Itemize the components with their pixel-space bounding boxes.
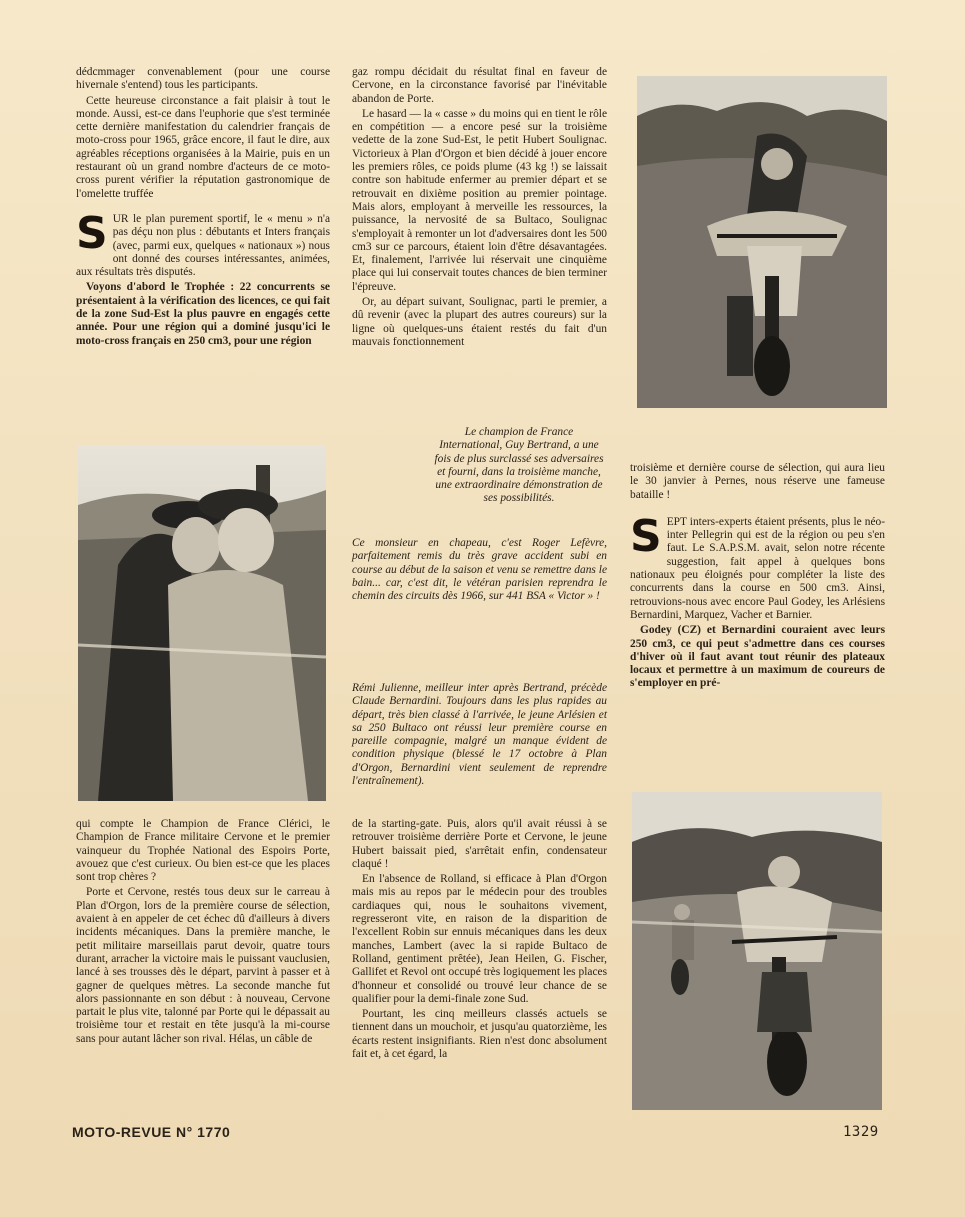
photo-riders-julienne-bernardini — [632, 792, 882, 1110]
paragraph-dropcap — [630, 510, 885, 622]
paragraph: Le hasard — la « casse » du moins qui en tient le rôle en compétition — a encore pesé sur la troisième vedette de la zone Sud-Est, le petit Hubert Soulignac. Victorieux à Plan d'Orgon et bien décidé à jouer encore les premiers rôles, ce poids plume (43 kg !) se laissait contre son habitude enfermer au premier départ et se retrouvait en dixième position au premier pointage. Mais alors, employant à merveille les ressources, la puissance, la nervosité de sa Bultaco, Soulignac s'employait à remonter un lot d'adversaires dont les 500 cm3 sur ce parcours, étaient loin d'être désavantagées. Et, finalement, l'arrivée lui réservait une cinquième place qui lui conservait toutes chances de bien terminer l'épreuve. — [352, 107, 607, 293]
paragraph: de la starting-gate. Puis, alors qu'il avait réussi à se retrouver troisième derrière Porte et Cervone, le jeune Hubert baissait pied, s'arrêtait enfin, condensateur claqué ! — [352, 818, 607, 870]
magazine-issue-label: MOTO-REVUE N° 1770 — [72, 1124, 231, 1140]
caption-julienne: Rémi Julienne, meilleur inter après Bertrand, précède Claude Bernardini. Toujours dans les plus rapides au départ, très bien classé à l'arrivée, le jeune Arlésien et sa 250 Bultaco ont réussi leur première course en pareille compagnie, malgré un manque évident de condition physique (blessé le 17 octobre à Plan d'Orgon, Bernardini vient seulement de reprendre l'entraînement). — [352, 682, 607, 788]
paragraph: Porte et Cervone, restés tous deux sur le carreau à Plan d'Orgon, lors de la première course de sélection, avaient à en appeler de cet échec dû d'ailleurs à divers incidents mécaniques. Dans la première manche, le petit militaire marseillais parut devoir, quatre tours durant, arracher la victoire mais le puissant vauclusien, lancé à ses trousses dès le départ, parvint à passer et à gagner de quelques mètres. La seconde manche fut alors passionnante en son début : à nouveau, Cervone partait le plus vite, talonné par Porte qui le dépassait au troisième tour et restait en tête jusqu'à la mi-course sans pour autant lâcher son rival. Hélas, un câble de — [76, 886, 330, 1045]
caption-lefevre: Ce monsieur en chapeau, c'est Roger Lefèvre, parfaitement remis du très grave accident subi en course au début de la saison et venu se remettre dans le bain... car, c'est dit, le vétéran parisien reprendra le chemin des circuits dès 1966, sur 441 BSA « Victor » ! — [352, 537, 607, 603]
paragraph-text: UR le plan purement sportif, le « menu » n'a pas déçu non plus : débutants et Inters français (avec, parmi eux, quelques « nationaux ») nous ont donné des courses intéressantes, animées, aux résultats très disputés. — [76, 212, 330, 279]
paragraph-text: EPT inters-experts étaient présents, plus le néo-inter Pellegrin qui est de la région ou peu s'en faut. Le S.A.P.S.M. avait, selon notre récente suggestion, fait appel à quelques bons nationaux peu éloignés pour compléter la liste des concurrents dans la course en 500 cm3. Ainsi, retrouvions-nous avec encore Paul Godey, les Arlésiens Bernardini, Marquez, Vacher et Barnier. — [630, 515, 885, 621]
paragraph: Cette heureuse circonstance a fait plaisir à tout le monde. Aussi, est-ce dans l'euphorie que s'est terminée cette dernière manifestation du calendrier français de moto-cross pour 1965, grâce encore, il faut le dire, aux agréables réceptions organisées à la Mairie, puis en un restaurant où un grand nombre d'acteurs de ce moto-cross purent vérifier la réputation gastronomique de l'omelette truffée — [76, 94, 330, 200]
caption-guy-bertrand: Le champion de France International, Guy Bertrand, a une fois de plus surclassé ses adversaires et fourni, dans la troisième manche, une extraordinaire démonstration de ses possibilités. — [434, 426, 604, 505]
paragraph: En l'absence de Rolland, si efficace à Plan d'Orgon mais mis au repos par le médecin pour des troubles cardiaques qui, nous le souhaitons vivement, regresseront vite, en raison de la disparition de l'excellent Robin sur ennuis mécaniques dans les deux manches, Lambert (avec la si rapide Bultaco de Rolland, gentiment prêtée), Jean Heilen, G. Fischer, Gallifet et Revol ont occupé très logiquement les places d'honneur et consolidé ou trouvé leur chance de se qualifier pour la demi-finale zone Sud. — [352, 873, 607, 1005]
paragraph: troisième et dernière course de sélection, qui aura lieu le 30 janvier à Pernes, nous réserve une fameuse bataille ! — [630, 462, 885, 501]
column-2-top — [352, 66, 607, 351]
drop-cap: S — [76, 207, 108, 259]
page-number: 1329 — [843, 1124, 879, 1140]
drop-cap: S — [630, 510, 662, 562]
paragraph: Godey (CZ) et Bernardini couraient avec leurs 250 cm3, ce qui peut s'admettre dans ces courses d'hiver où il faut avant tout réunir des plateaux locaux et permettre à un maximum de coureurs de s'employer en pré- — [630, 624, 885, 690]
paragraph: gaz rompu décidait du résultat final en faveur de Cervone, en la circonstance favorisé par l'inévitable abandon de Porte. — [352, 66, 607, 105]
column-2-bottom — [352, 818, 607, 1063]
paragraph: qui compte le Champion de France Clérici, le Champion de France militaire Cervone et le premier vainqueur du Trophée National des Espoirs Porte, avouez que c'est curieux. Ou bien est-ce que les places sont trop chères ? — [76, 818, 330, 884]
paragraph: Voyons d'abord le Trophée : 22 concurrents se présentaient à la vérification des licences, ce qui fait de la zone Sud-Est la plus pauvre en engagés cette année. Pour une région qui a dominé jusqu'ici le moto-cross français en 250 cm3, pour une région — [76, 281, 330, 347]
column-1-top — [76, 66, 330, 350]
photo-rider-guy-bertrand — [637, 76, 887, 408]
photo-two-men — [78, 445, 326, 801]
column-1-bottom — [76, 818, 330, 1048]
paragraph-dropcap — [76, 207, 330, 279]
column-3 — [630, 462, 885, 693]
paragraph: dédcmmager convenablement (pour une course hivernale s'entend) tous les participants. — [76, 66, 330, 92]
paragraph: Pourtant, les cinq meilleurs classés actuels se tiennent dans un mouchoir, et jusqu'au quatorzième, les écarts restent insignifiants. Rien n'est donc absolument fait et, à cet égard, la — [352, 1008, 607, 1061]
paragraph: Or, au départ suivant, Soulignac, parti le premier, a dû revenir (avec la plupart des autres coureurs) sur la ligne où quelques-uns étaient restés du fait d'un mauvais fonctionnement — [352, 296, 607, 348]
